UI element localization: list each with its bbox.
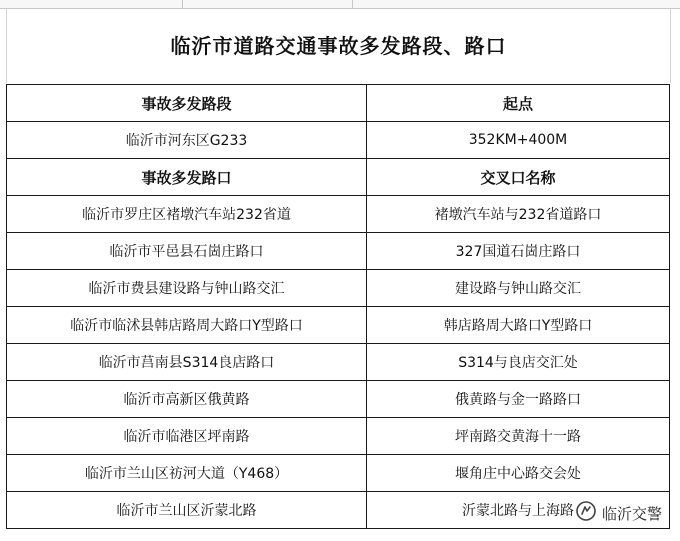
watermark-text: 临沂交警 [601, 504, 662, 523]
cell-detail: 褚墩汽车站与232省道路口 [367, 196, 670, 233]
table-row [7, 233, 670, 270]
table-row [7, 418, 670, 455]
cell-detail: 韩店路周大路口Y型路口 [367, 307, 670, 344]
cell-detail: 堰角庄中心路交会处 [367, 455, 670, 492]
table-row [7, 122, 670, 159]
table-row [7, 344, 670, 381]
cell-detail: 坪南路交黄海十一路 [367, 418, 670, 455]
cell-location: 临沂市兰山区沂蒙北路 [7, 492, 367, 529]
cell-location: 临沂市罗庄区褚墩汽车站232省道 [7, 196, 367, 233]
cell-location: 临沂市高新区俄黄路 [7, 381, 367, 418]
column-marker [352, 0, 353, 8]
cell-detail: 建设路与钟山路交汇 [367, 270, 670, 307]
cell-detail: S314与良店交汇处 [367, 344, 670, 381]
cell-detail: 沂蒙北路与上海路 [367, 492, 670, 529]
cell-location: 临沂市临港区坪南路 [7, 418, 367, 455]
cell-location: 临沂市平邑县石崮庄路口 [7, 233, 367, 270]
cell-detail: 327国道石崮庄路口 [367, 233, 670, 270]
table-row [7, 196, 670, 233]
spreadsheet-top-edge [0, 0, 680, 9]
table-row [7, 307, 670, 344]
watermark [574, 499, 666, 527]
table-row [7, 455, 670, 492]
cell-location: 临沂市莒南县S314良店路口 [7, 344, 367, 381]
title-row [6, 9, 671, 83]
cell-location: 临沂市河东区G233 [7, 122, 367, 159]
cell-detail: 352KM+400M [367, 122, 670, 159]
table-row [7, 381, 670, 418]
cell-location: 临沂市费县建设路与钟山路交汇 [7, 270, 367, 307]
cell-detail: 俄黄路与金一路路口 [367, 381, 670, 418]
page-title: 临沂市道路交通事故多发路段、路口 [170, 33, 507, 58]
section-header-row [7, 159, 670, 196]
table-row [7, 270, 670, 307]
table-row [7, 492, 670, 529]
header-cell-left: 事故多发路段 [7, 85, 367, 122]
wechat-official-account-icon [576, 501, 596, 525]
accident-table [6, 84, 670, 529]
cell-location: 临沂市临沭县韩店路周大路口Y型路口 [7, 307, 367, 344]
section-header-row [7, 85, 670, 122]
header-cell-right: 起点 [367, 85, 670, 122]
column-marker [182, 0, 183, 8]
header-cell-right: 交叉口名称 [367, 159, 670, 196]
cell-location: 临沂市兰山区祊河大道（Y468） [7, 455, 367, 492]
header-cell-left: 事故多发路口 [7, 159, 367, 196]
